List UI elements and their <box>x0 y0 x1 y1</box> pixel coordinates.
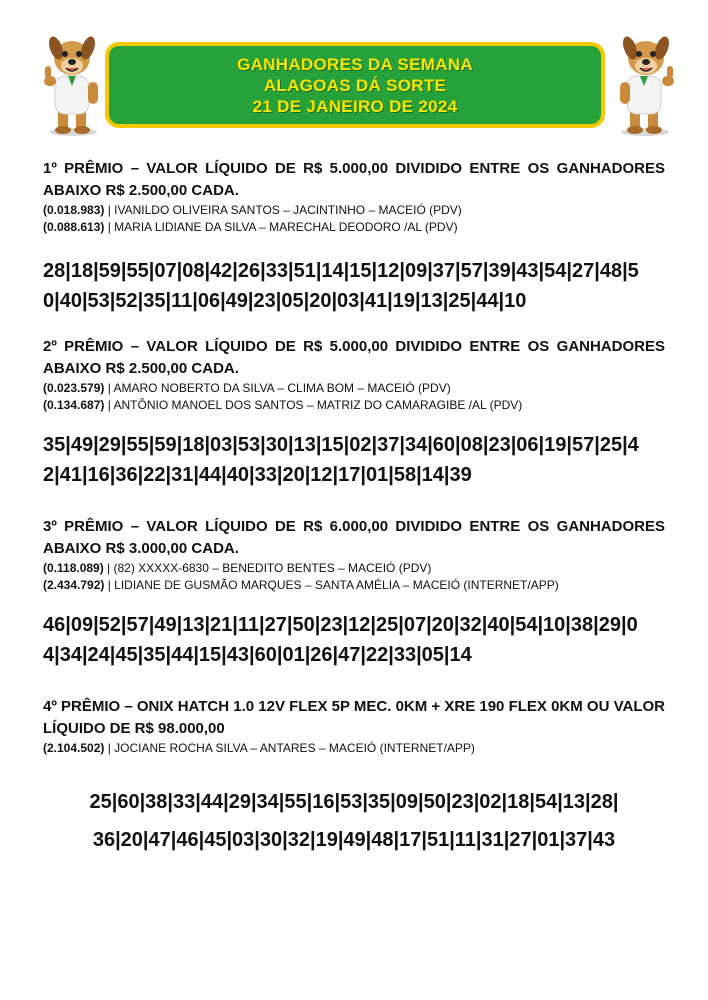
header-title: GANHADORES DA SEMANA <box>237 54 473 74</box>
prize-1 <box>43 158 665 316</box>
winner-code: (0.023.579) <box>43 381 105 395</box>
header-date: 21 DE JANEIRO DE 2024 <box>252 96 458 116</box>
winner-details: | (82) XXXXX-6830 – BENEDITO BENTES – MACEIÓ (PDV) <box>103 561 432 575</box>
dog-mascot-right-icon <box>614 32 676 136</box>
prize-4 <box>43 696 665 859</box>
winner-code: (0.088.613) <box>43 220 105 234</box>
prize-3-title: 3º PRÊMIO – VALOR LÍQUIDO DE R$ 6.000,00 DIVIDIDO ENTRE OS GANHADORES ABAIXO R$ 3.000,00 CADA. <box>43 518 665 557</box>
prize-4-numbers <box>43 783 665 859</box>
prize-4-numbers-line-1: 25|60|38|33|44|29|34|55|16|53|35|09|50|23|02|18|54|13|28| <box>89 791 619 813</box>
winner-row <box>43 380 665 397</box>
winner-row <box>43 397 665 414</box>
winner-details: | AMARO NOBERTO DA SILVA – CLIMA BOM – MACEIÓ (PDV) <box>104 381 451 395</box>
winner-code: (0.018.983) <box>43 203 105 217</box>
header-subtitle: ALAGOAS DÁ SORTE <box>263 75 447 95</box>
prize-2-title: 2º PRÊMIO – VALOR LÍQUIDO DE R$ 5.000,00 DIVIDIDO ENTRE OS GANHADORES ABAIXO R$ 2.500,00 CADA. <box>43 338 665 377</box>
prize-4-numbers-line-2: 36|20|47|46|45|03|30|32|19|49|48|17|51|11|31|27|01|37|43 <box>92 829 616 851</box>
dog-mascot-left-icon <box>42 32 104 136</box>
prize-2 <box>43 336 665 490</box>
winner-details: | ANTÔNIO MANOEL DOS SANTOS – MATRIZ DO CAMARAGIBE /AL (PDV) <box>104 398 523 412</box>
winner-details: | JOCIANE ROCHA SILVA – ANTARES – MACEIÓ (INTERNET/APP) <box>104 741 475 755</box>
winner-row <box>43 202 665 219</box>
winner-details: | LIDIANE DE GUSMÃO MARQUES – SANTA AMÉLIA – MACEIÓ (INTERNET/APP) <box>104 578 559 592</box>
winner-details: | MARIA LIDIANE DA SILVA – MARECHAL DEODORO /AL (PDV) <box>104 220 458 234</box>
winner-code: (0.118.089) <box>43 561 104 575</box>
winner-details: | IVANILDO OLIVEIRA SANTOS – JACINTINHO – MACEIÓ (PDV) <box>104 203 462 217</box>
prize-1-numbers: 28|18|59|55|07|08|42|26|33|51|14|15|12|09|37|57|39|43|54|27|48|50|40|53|52|35|11|06|49|23|05|20|03|41|19|13|25|44|10 <box>43 260 639 312</box>
winner-code: (2.434.792) <box>43 578 105 592</box>
prize-2-numbers: 35|49|29|55|59|18|03|53|30|13|15|02|37|34|60|08|23|06|19|57|25|42|41|16|36|22|31|44|40|33|20|12|17|01|58|14|39 <box>43 434 639 486</box>
prize-3 <box>43 516 665 670</box>
prize-list <box>43 158 665 859</box>
prize-1-title: 1º PRÊMIO – VALOR LÍQUIDO DE R$ 5.000,00 DIVIDIDO ENTRE OS GANHADORES ABAIXO R$ 2.500,00 CADA. <box>43 160 665 199</box>
prize-3-numbers: 46|09|52|57|49|13|21|11|27|50|23|12|25|07|20|32|40|54|10|38|29|04|34|24|45|35|44|15|43|60|01|26|47|22|33|05|14 <box>43 614 638 666</box>
header-banner <box>105 42 605 128</box>
winner-row <box>43 560 665 577</box>
winner-code: (2.104.502) <box>43 741 105 755</box>
winner-row <box>43 219 665 236</box>
winner-row <box>43 740 665 757</box>
winner-row <box>43 577 665 594</box>
prize-4-title: 4º PRÊMIO – ONIX HATCH 1.0 12V FLEX 5P MEC. 0KM + XRE 190 FLEX 0KM OU VALOR LÍQUIDO DE R$ 98.000,00 <box>43 698 665 737</box>
winner-code: (0.134.687) <box>43 398 105 412</box>
